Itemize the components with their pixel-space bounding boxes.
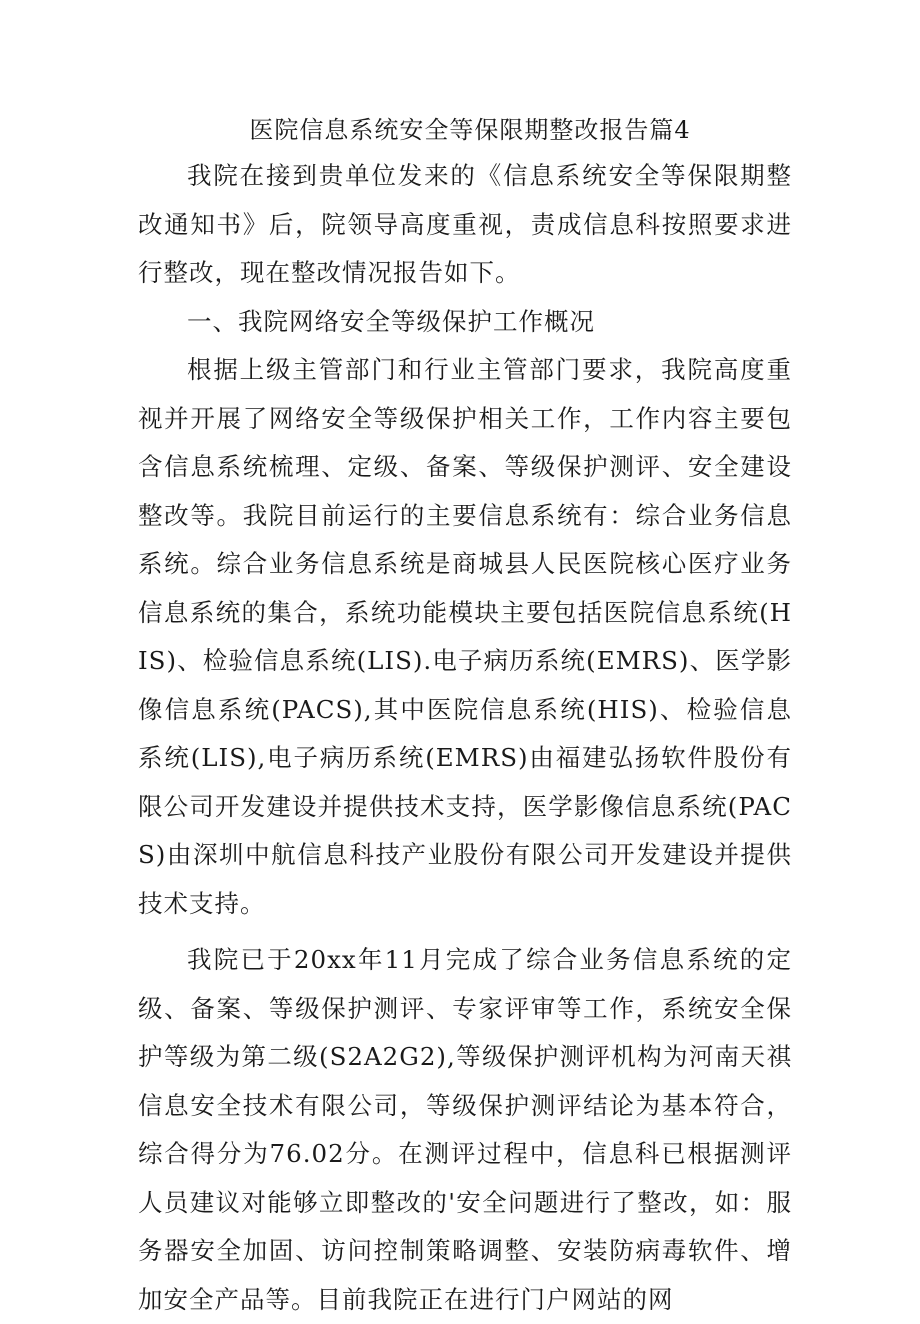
status-paragraph: 我院已于20xx年11月完成了综合业务信息系统的定级、备案、等级保护测评、专家评审等工作，系统安全保护等级为第二级(S2A2G2),等级保护测评机构为河南天祺信息安全技术有限公司，等级保护测评结论为基本符合，综合得分为76.02分。在测评过程中，信息科已根据测评人员建议对能够立即整改的'安全问题进行了整改，如：服务器安全加固、访问控制策略调整、安装防病毒软件、增加安全产品等。目前我院正在进行门户网站的网: [138, 945, 792, 1314]
section-heading-1: 一、我院网络安全等级保护工作概况: [187, 306, 595, 336]
paragraph-gap: [138, 928, 792, 936]
intro-paragraph: 我院在接到贵单位发来的《信息系统安全等保限期整改通知书》后，院领导高度重视，责成信息科按照要求进行整改，现在整改情况报告如下。: [138, 161, 792, 287]
document-page: [138, 108, 792, 1324]
document-title: 医院信息系统安全等保限期整改报告篇4: [249, 116, 691, 144]
overview-paragraph: 根据上级主管部门和行业主管部门要求，我院高度重视并开展了网络安全等级保护相关工作，工作内容主要包含信息系统梳理、定级、备案、等级保护测评、安全建设整改等。我院目前运行的主要信息系统有：综合业务信息系统。综合业务信息系统是商城县人民医院核心医疗业务信息系统的集合，系统功能模块主要包括医院信息系统(HIS)、检验信息系统(LIS).电子病历系统(EMRS)、医学影像信息系统(PACS),其中医院信息系统(HIS)、检验信息系统(LIS),电子病历系统(EMRS)由福建弘扬软件股份有限公司开发建设并提供技术支持，医学影像信息系统(PACS)由深圳中航信息科技产业股份有限公司开发建设并提供技术支持。: [138, 355, 792, 918]
